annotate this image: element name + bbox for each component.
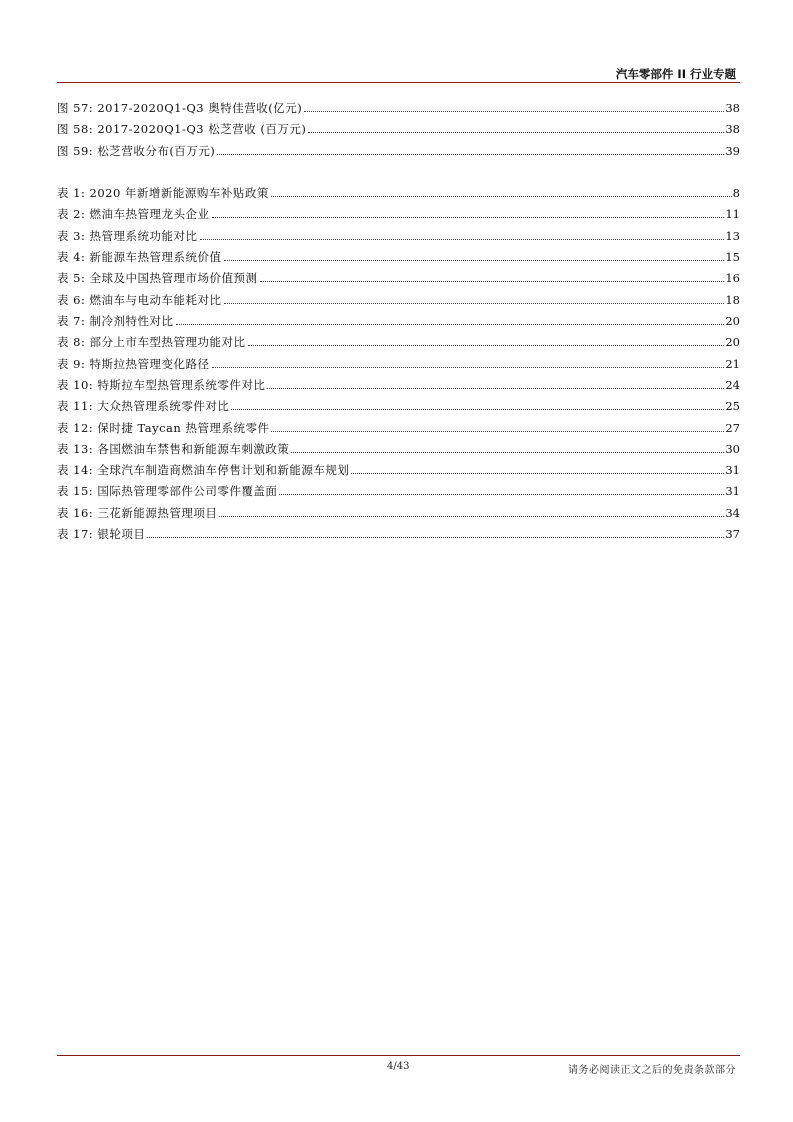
toc-entry-label: 图 58: 2017-2020Q1-Q3 松芝营收 (百万元) [57,122,307,136]
toc-entry-figure-59[interactable] [57,144,740,158]
dot-leader [200,239,725,240]
dot-leader [176,324,725,325]
toc-entry-table-5[interactable] [57,271,740,285]
toc-entry-label: 图 59: 松芝营收分布(百万元) [57,144,216,158]
toc-entry-page: 38 [725,122,740,136]
toc-entry-page: 15 [725,250,740,264]
toc-entry-page: 39 [725,144,740,158]
toc-entry-table-13[interactable] [57,442,740,456]
toc-entry-label: 表 14: 全球汽车制造商燃油车停售计划和新能源车规划 [57,463,350,477]
toc-entry-table-6[interactable] [57,293,740,307]
toc-entry-table-10[interactable] [57,378,740,392]
toc-entry-page: 34 [725,506,740,520]
dot-leader [291,452,724,453]
toc-entry-label: 图 57: 2017-2020Q1-Q3 奥特佳营收(亿元) [57,101,303,115]
toc-entry-label: 表 13: 各国燃油车禁售和新能源车刺激政策 [57,442,290,456]
dot-leader [279,494,724,495]
toc-entry-page: 31 [725,463,740,477]
toc-entry-page: 30 [725,442,740,456]
toc-entry-table-9[interactable] [57,357,740,371]
toc-entry-label: 表 17: 银轮项目 [57,527,146,541]
toc-entry-label: 表 5: 全球及中国热管理市场价值预测 [57,271,258,285]
toc-entry-page: 24 [725,378,740,392]
toc-entry-label: 表 6: 燃油车与电动车能耗对比 [57,293,222,307]
toc-entry-figure-58[interactable] [57,122,740,136]
toc-entry-label: 表 15: 国际热管理零部件公司零件覆盖面 [57,484,278,498]
dot-leader [260,281,725,282]
toc-entry-page: 31 [725,484,740,498]
dot-leader [147,537,724,538]
toc-entry-label: 表 2: 燃油车热管理龙头企业 [57,207,210,221]
toc-entry-label: 表 1: 2020 年新增新能源购车补贴政策 [57,186,269,200]
toc-entry-label: 表 11: 大众热管理系统零件对比 [57,399,230,413]
toc-entry-page: 25 [725,399,740,413]
dot-leader [304,111,724,112]
toc-entry-label: 表 7: 制冷剂特性对比 [57,314,174,328]
toc-entry-page: 38 [725,101,740,115]
dot-leader [224,260,725,261]
toc-entry-page: 8 [732,186,740,200]
toc-entry-page: 37 [725,527,740,541]
dot-leader [271,196,732,197]
dot-leader [351,473,724,474]
toc-entry-label: 表 12: 保时捷 Taycan 热管理系统零件 [57,421,270,435]
disclaimer-note: 请务必阅读正文之后的免责条款部分 [568,1065,736,1076]
dot-leader [224,303,725,304]
toc-entry-table-1[interactable] [57,186,740,200]
toc-entry-table-14[interactable] [57,463,740,477]
toc-entry-table-7[interactable] [57,314,740,328]
toc-entry-page: 20 [725,314,740,328]
dot-leader [212,367,725,368]
toc-entry-label: 表 9: 特斯拉热管理变化路径 [57,357,210,371]
toc-entry-label: 表 10: 特斯拉车型热管理系统零件对比 [57,378,266,392]
toc-entry-label: 表 8: 部分上市车型热管理功能对比 [57,335,246,349]
toc-entry-label: 表 4: 新能源车热管理系统价值 [57,250,222,264]
toc-entry-page: 20 [725,335,740,349]
toc-entry-label: 表 16: 三花新能源热管理项目 [57,506,218,520]
toc-entry-page: 11 [725,207,740,221]
toc-entry-table-15[interactable] [57,484,740,498]
toc-entry-figure-57[interactable] [57,101,740,115]
toc-entry-table-3[interactable] [57,229,740,243]
toc-entry-table-17[interactable] [57,527,740,541]
header-title: 汽车零部件 II 行业专题 [615,67,736,81]
toc-entry-page: 13 [725,229,740,243]
toc-entry-page: 16 [725,271,740,285]
toc-entry-table-16[interactable] [57,506,740,520]
toc-entry-page: 18 [725,293,740,307]
toc-entry-table-4[interactable] [57,250,740,264]
toc-entry-page: 21 [725,357,740,371]
page-number: 4/43 [387,1061,410,1072]
toc-entry-table-11[interactable] [57,399,740,413]
header-divider [57,82,740,83]
dot-leader [271,431,724,432]
dot-leader [248,345,725,346]
toc-entry-table-2[interactable] [57,207,740,221]
dot-leader [308,132,724,133]
footer-divider [57,1055,740,1056]
toc-entry-page: 27 [725,421,740,435]
dot-leader [267,388,724,389]
dot-leader [231,409,724,410]
toc-entry-table-12[interactable] [57,421,740,435]
toc-entry-table-8[interactable] [57,335,740,349]
dot-leader [212,217,725,218]
dot-leader [217,154,724,155]
toc-entry-label: 表 3: 热管理系统功能对比 [57,229,198,243]
dot-leader [219,516,724,517]
